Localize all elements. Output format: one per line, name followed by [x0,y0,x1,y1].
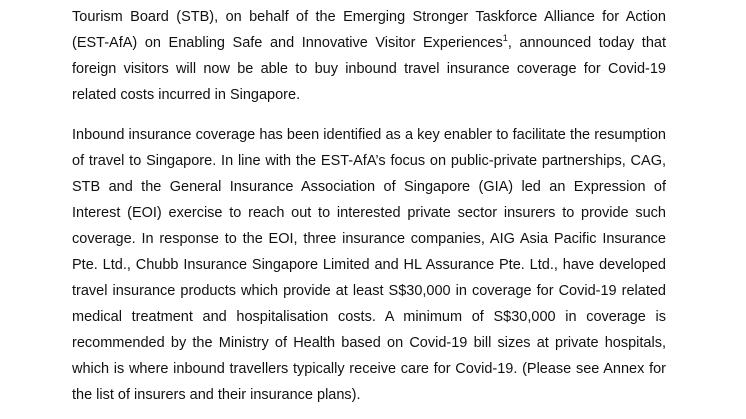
paragraph-insurance-coverage: Inbound insurance coverage has been identified as a key enabler to facilitate the resumption of travel to Singapore. In line with the EST-AfA’s focus on public-private partnerships, CAG, STB and the General Insurance Association of Singapore (GIA) led an Expression of Interest (EOI) exercise to reach out to interested private sector insurers to provide such coverage. In response to the EOI, three insurance companies, AIG Asia Pacific Insurance Pte. Ltd., Chubb Insurance Singapore Limited and HL Assurance Pte. Ltd., have developed travel insurance products which provide at least S$30,000 in coverage for Covid-19 related medical treatment and hospitalisation costs. A minimum of S$30,000 in coverage is recommended by the Ministry of Health based on Covid-19 bill sizes at private hospitals, which is where inbound travellers typically receive care for Covid-19. (Please see Annex for the list of insurers and their insurance plans). [72,127,666,403]
paragraph-announcement-text: Tourism Board (STB), on behalf of the Emerging Stronger Taskforce Alliance for Action (EST-AfA) on Enabling Safe and Innovative Visitor Experiences [72,9,666,51]
footnote-reference: 1 [502,33,508,44]
paragraph-announcement-text-cont: , announced today that foreign visitors will now be able to buy inbound travel insurance coverage for Covid-19 related costs incurred in Singapore. [72,35,666,103]
paragraph-announcement [72,4,666,108]
document-body [72,4,666,408]
